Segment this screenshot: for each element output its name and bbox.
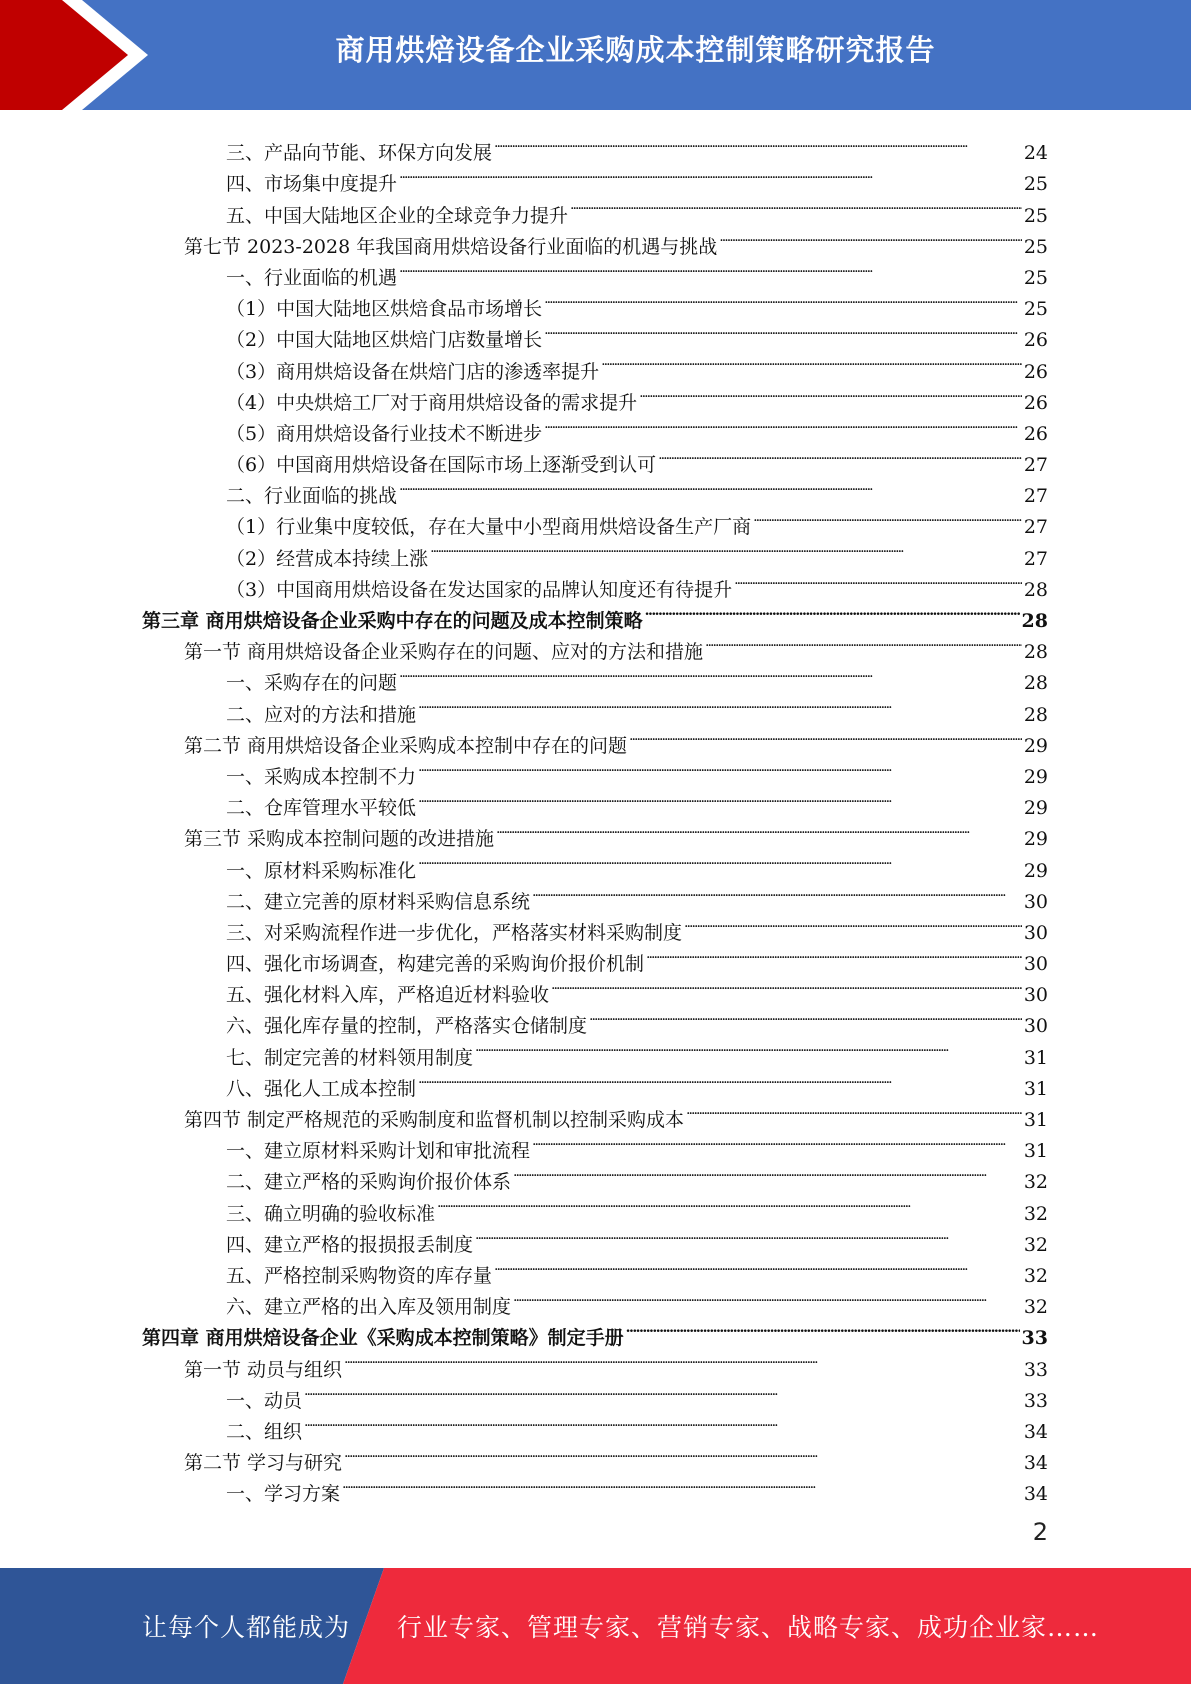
toc-dot-leader — [544, 315, 1022, 346]
toc-entry-page: 32 — [1023, 1202, 1048, 1225]
toc-entry-title: 一、学习方案 — [226, 1483, 341, 1506]
toc-dot-leader — [684, 908, 1022, 939]
table-of-contents — [0, 128, 1191, 1506]
toc-entry-chapter[interactable] — [0, 1313, 1191, 1350]
toc-entry-page: 31 — [1023, 1140, 1048, 1163]
toc-entry-title: （4）中央烘焙工厂对于商用烘焙设备的需求提升 — [226, 391, 638, 414]
toc-entry-sub[interactable] — [0, 502, 1191, 539]
toc-dot-leader — [344, 1438, 1022, 1469]
toc-entry-sub[interactable] — [0, 533, 1191, 570]
toc-entry-title: 二、建立完善的原材料采购信息系统 — [226, 890, 531, 913]
toc-entry-page: 24 — [1023, 142, 1048, 165]
toc-entry-page: 31 — [1023, 1046, 1048, 1069]
toc-entry-section[interactable] — [0, 1438, 1191, 1475]
toc-entry-item[interactable] — [0, 1251, 1191, 1287]
toc-entry-title: 二、应对的方法和措施 — [226, 703, 417, 726]
toc-entry-page: 25 — [1023, 235, 1048, 258]
toc-entry-page: 31 — [1023, 1077, 1048, 1100]
toc-entry-title: （2）经营成本持续上涨 — [226, 547, 429, 570]
toc-entry-page: 31 — [1023, 1109, 1048, 1131]
toc-entry-title: 第一节 商用烘焙设备企业采购存在的问题、应对的方法和措施 — [184, 641, 704, 664]
toc-entry-page: 33 — [1023, 1358, 1048, 1381]
toc-entry-title: （1）中国大陆地区烘焙食品市场增长 — [226, 298, 543, 321]
toc-entry-title: 三、产品向节能、环保方向发展 — [226, 142, 493, 165]
toc-dot-leader — [645, 596, 1020, 627]
toc-entry-page: 29 — [1023, 797, 1048, 820]
toc-entry-page: 27 — [1023, 547, 1048, 570]
toc-dot-leader — [589, 1001, 1022, 1032]
page-footer — [0, 1568, 1191, 1684]
toc-entry-title: 第三节 采购成本控制问题的改进措施 — [184, 828, 495, 851]
toc-entry-page: 30 — [1023, 953, 1048, 976]
toc-entry-item[interactable] — [0, 1032, 1191, 1069]
toc-entry-title: 二、行业面临的挑战 — [226, 485, 398, 508]
toc-dot-leader — [513, 1282, 1022, 1313]
toc-entry-page: 27 — [1023, 516, 1048, 539]
toc-entry-section[interactable] — [0, 814, 1191, 851]
toc-entry-item[interactable] — [0, 1001, 1191, 1038]
toc-entry-item[interactable] — [0, 159, 1191, 196]
toc-entry-page: 30 — [1023, 984, 1048, 1007]
toc-entry-title: 第二节 商用烘焙设备企业采购成本控制中存在的问题 — [184, 734, 628, 757]
toc-dot-leader — [753, 502, 1022, 533]
toc-dot-leader — [658, 440, 1022, 471]
toc-dot-leader — [475, 1220, 1022, 1251]
toc-entry-item[interactable] — [0, 253, 1191, 289]
toc-entry-title: 第三章 商用烘焙设备企业采购中存在的问题及成本控制策略 — [142, 610, 643, 632]
toc-entry-section[interactable] — [0, 1095, 1191, 1131]
toc-dot-leader — [399, 658, 1022, 689]
toc-dot-leader — [705, 627, 1022, 658]
toc-entry-item[interactable] — [0, 1376, 1191, 1412]
toc-entry-title: 五、强化材料入库，严格追近材料验收 — [226, 984, 550, 1007]
footer-slogan-right: 行业专家、管理专家、营销专家、战略专家、成功企业家…… — [397, 1613, 1100, 1642]
toc-entry-page: 27 — [1023, 454, 1048, 477]
toc-entry-page: 28 — [1023, 672, 1048, 695]
toc-dot-leader — [304, 1407, 1022, 1438]
toc-dot-leader — [494, 1251, 1022, 1282]
toc-entry-item[interactable] — [0, 1220, 1191, 1256]
toc-entry-title: 第七节 2023-2028 年我国商用烘焙设备行业面临的机遇与挑战 — [184, 235, 718, 258]
toc-dot-leader — [629, 721, 1022, 752]
toc-dot-leader — [418, 845, 1022, 876]
toc-entry-page: 28 — [1023, 703, 1048, 726]
toc-dot-leader — [532, 1126, 1022, 1157]
toc-entry-title: 二、仓库管理水平较低 — [226, 797, 417, 820]
toc-dot-leader — [342, 1469, 1022, 1500]
toc-entry-title: 一、建立原材料采购计划和审批流程 — [226, 1140, 531, 1163]
toc-entry-title: 第四节 制定严格规范的采购制度和监督机制以控制采购成本 — [184, 1109, 685, 1131]
toc-entry-page: 32 — [1023, 1296, 1048, 1319]
toc-entry-title: （2）中国大陆地区烘焙门店数量增长 — [226, 329, 543, 352]
toc-entry-page: 34 — [1023, 1420, 1048, 1443]
toc-dot-leader — [513, 1157, 1022, 1188]
toc-entry-title: 第四章 商用烘焙设备企业《采购成本控制策略》制定手册 — [142, 1327, 624, 1350]
toc-entry-page: 29 — [1023, 828, 1048, 851]
toc-entry-title: 四、强化市场调查，构建完善的采购询价报价机制 — [226, 953, 645, 976]
toc-entry-title: 三、确立明确的验收标准 — [226, 1202, 436, 1225]
toc-entry-title: 八、强化人工成本控制 — [226, 1077, 417, 1100]
toc-dot-leader — [418, 1064, 1022, 1095]
toc-dot-leader — [570, 190, 1022, 221]
toc-dot-leader — [399, 253, 1022, 284]
toc-entry-item[interactable] — [0, 752, 1191, 788]
toc-entry-item[interactable] — [0, 658, 1191, 695]
toc-dot-leader — [399, 159, 1022, 190]
toc-entry-page: 33 — [1023, 1389, 1048, 1412]
toc-entry-section[interactable] — [0, 721, 1191, 757]
toc-entry-page: 26 — [1023, 329, 1048, 352]
report-title: 商用烘焙设备企业采购成本控制策略研究报告 — [335, 33, 936, 67]
toc-entry-item[interactable] — [0, 970, 1191, 1007]
toc-entry-title: 三、对采购流程作进一步优化，严格落实材料采购制度 — [226, 921, 683, 944]
toc-entry-title: 一、动员 — [226, 1389, 303, 1412]
toc-entry-page: 33 — [1021, 1327, 1048, 1350]
toc-entry-section[interactable] — [0, 627, 1191, 664]
toc-entry-item[interactable] — [0, 1126, 1191, 1163]
toc-entry-item[interactable] — [0, 1469, 1191, 1506]
toc-entry-item[interactable] — [0, 1188, 1191, 1225]
toc-entry-sub[interactable] — [0, 440, 1191, 477]
toc-entry-section[interactable] — [0, 1344, 1191, 1381]
toc-entry-section[interactable] — [0, 222, 1191, 258]
toc-dot-leader — [475, 1032, 1022, 1063]
toc-dot-leader — [686, 1095, 1022, 1126]
toc-entry-title: （3）中国商用烘焙设备在发达国家的品牌认知度还有待提升 — [226, 578, 733, 601]
toc-entry-page: 25 — [1023, 266, 1048, 289]
toc-dot-leader — [646, 939, 1022, 970]
toc-entry-title: （3）商用烘焙设备在烘焙门店的渗透率提升 — [226, 360, 600, 383]
toc-entry-page: 29 — [1023, 859, 1048, 882]
toc-entry-page: 25 — [1023, 204, 1048, 227]
toc-entry-page: 29 — [1023, 734, 1048, 757]
toc-dot-leader — [719, 222, 1022, 253]
toc-entry-chapter[interactable] — [0, 596, 1191, 632]
toc-entry-title: 二、建立严格的采购询价报价体系 — [226, 1171, 512, 1194]
toc-entry-sub[interactable] — [0, 315, 1191, 352]
toc-entry-page: 32 — [1023, 1171, 1048, 1194]
toc-entry-page: 27 — [1023, 485, 1048, 508]
toc-dot-leader — [418, 689, 1022, 720]
toc-entry-item[interactable] — [0, 1407, 1191, 1443]
toc-entry-title: 第一节 动员与组织 — [184, 1358, 343, 1381]
toc-entry-page: 26 — [1023, 422, 1048, 445]
toc-entry-item[interactable] — [0, 908, 1191, 944]
toc-dot-leader — [551, 970, 1022, 1001]
toc-entry-page: 34 — [1023, 1452, 1048, 1475]
toc-dot-leader — [496, 814, 1022, 845]
toc-dot-leader — [601, 346, 1022, 377]
toc-entry-title: （5）商用烘焙设备行业技术不断进步 — [226, 422, 543, 445]
toc-entry-item[interactable] — [0, 877, 1191, 913]
page-number: 2 — [1032, 1518, 1048, 1546]
toc-entry-sub[interactable] — [0, 565, 1191, 601]
toc-entry-item[interactable] — [0, 190, 1191, 227]
toc-dot-leader — [494, 128, 1022, 159]
toc-entry-page: 25 — [1023, 298, 1048, 321]
toc-entry-sub[interactable] — [0, 378, 1191, 414]
page-header — [0, 0, 1191, 110]
toc-entry-title: 五、严格控制采购物资的库存量 — [226, 1264, 493, 1287]
toc-entry-item[interactable] — [0, 689, 1191, 726]
toc-dot-leader — [626, 1313, 1020, 1344]
toc-entry-item[interactable] — [0, 471, 1191, 508]
toc-entry-title: 第二节 学习与研究 — [184, 1452, 343, 1475]
toc-entry-title: 六、建立严格的出入库及领用制度 — [226, 1296, 512, 1319]
toc-dot-leader — [532, 877, 1022, 908]
toc-entry-page: 30 — [1023, 1015, 1048, 1038]
toc-entry-sub[interactable] — [0, 409, 1191, 445]
toc-dot-leader — [344, 1344, 1022, 1375]
toc-entry-title: 六、强化库存量的控制，严格落实仓储制度 — [226, 1015, 588, 1038]
toc-entry-item[interactable] — [0, 128, 1191, 165]
footer-slogan-left: 让每个人都能成为 — [142, 1613, 351, 1642]
toc-entry-item[interactable] — [0, 783, 1191, 820]
toc-entry-title: 一、原材料采购标准化 — [226, 859, 417, 882]
toc-dot-leader — [399, 471, 1022, 502]
toc-entry-item[interactable] — [0, 1064, 1191, 1100]
toc-dot-leader — [437, 1188, 1022, 1219]
toc-entry-item[interactable] — [0, 1282, 1191, 1319]
toc-entry-page: 32 — [1023, 1233, 1048, 1256]
toc-entry-page: 34 — [1023, 1483, 1048, 1506]
toc-entry-item[interactable] — [0, 845, 1191, 882]
toc-entry-title: 四、市场集中度提升 — [226, 173, 398, 196]
toc-entry-title: （1）行业集中度较低，存在大量中小型商用烘焙设备生产厂商 — [226, 516, 752, 539]
toc-entry-item[interactable] — [0, 1157, 1191, 1194]
toc-entry-page: 28 — [1023, 641, 1048, 664]
toc-entry-title: （6）中国商用烘焙设备在国际市场上逐渐受到认可 — [226, 454, 657, 477]
toc-entry-page: 25 — [1023, 173, 1048, 196]
toc-dot-leader — [544, 409, 1022, 440]
toc-dot-leader — [430, 533, 1022, 564]
toc-entry-title: 二、组织 — [226, 1420, 303, 1443]
toc-entry-title: 七、制定完善的材料领用制度 — [226, 1046, 474, 1069]
toc-dot-leader — [418, 783, 1022, 814]
toc-dot-leader — [734, 565, 1022, 596]
toc-entry-page: 32 — [1023, 1264, 1048, 1287]
toc-dot-leader — [418, 752, 1022, 783]
toc-dot-leader — [544, 284, 1022, 315]
toc-entry-page: 28 — [1021, 610, 1048, 632]
toc-entry-title: 一、采购成本控制不力 — [226, 765, 417, 788]
toc-entry-page: 28 — [1023, 578, 1048, 601]
toc-entry-sub[interactable] — [0, 346, 1191, 383]
toc-entry-title: 四、建立严格的报损报丢制度 — [226, 1233, 474, 1256]
toc-entry-sub[interactable] — [0, 284, 1191, 321]
toc-entry-item[interactable] — [0, 939, 1191, 976]
toc-dot-leader — [639, 378, 1022, 409]
toc-entry-page: 30 — [1023, 890, 1048, 913]
toc-entry-page: 29 — [1023, 765, 1048, 788]
toc-entry-page: 30 — [1023, 921, 1048, 944]
toc-entry-title: 五、中国大陆地区企业的全球竞争力提升 — [226, 204, 569, 227]
toc-dot-leader — [304, 1376, 1022, 1407]
toc-entry-title: 一、行业面临的机遇 — [226, 266, 398, 289]
toc-entry-page: 26 — [1023, 391, 1048, 414]
toc-entry-title: 一、采购存在的问题 — [226, 672, 398, 695]
toc-entry-page: 26 — [1023, 360, 1048, 383]
